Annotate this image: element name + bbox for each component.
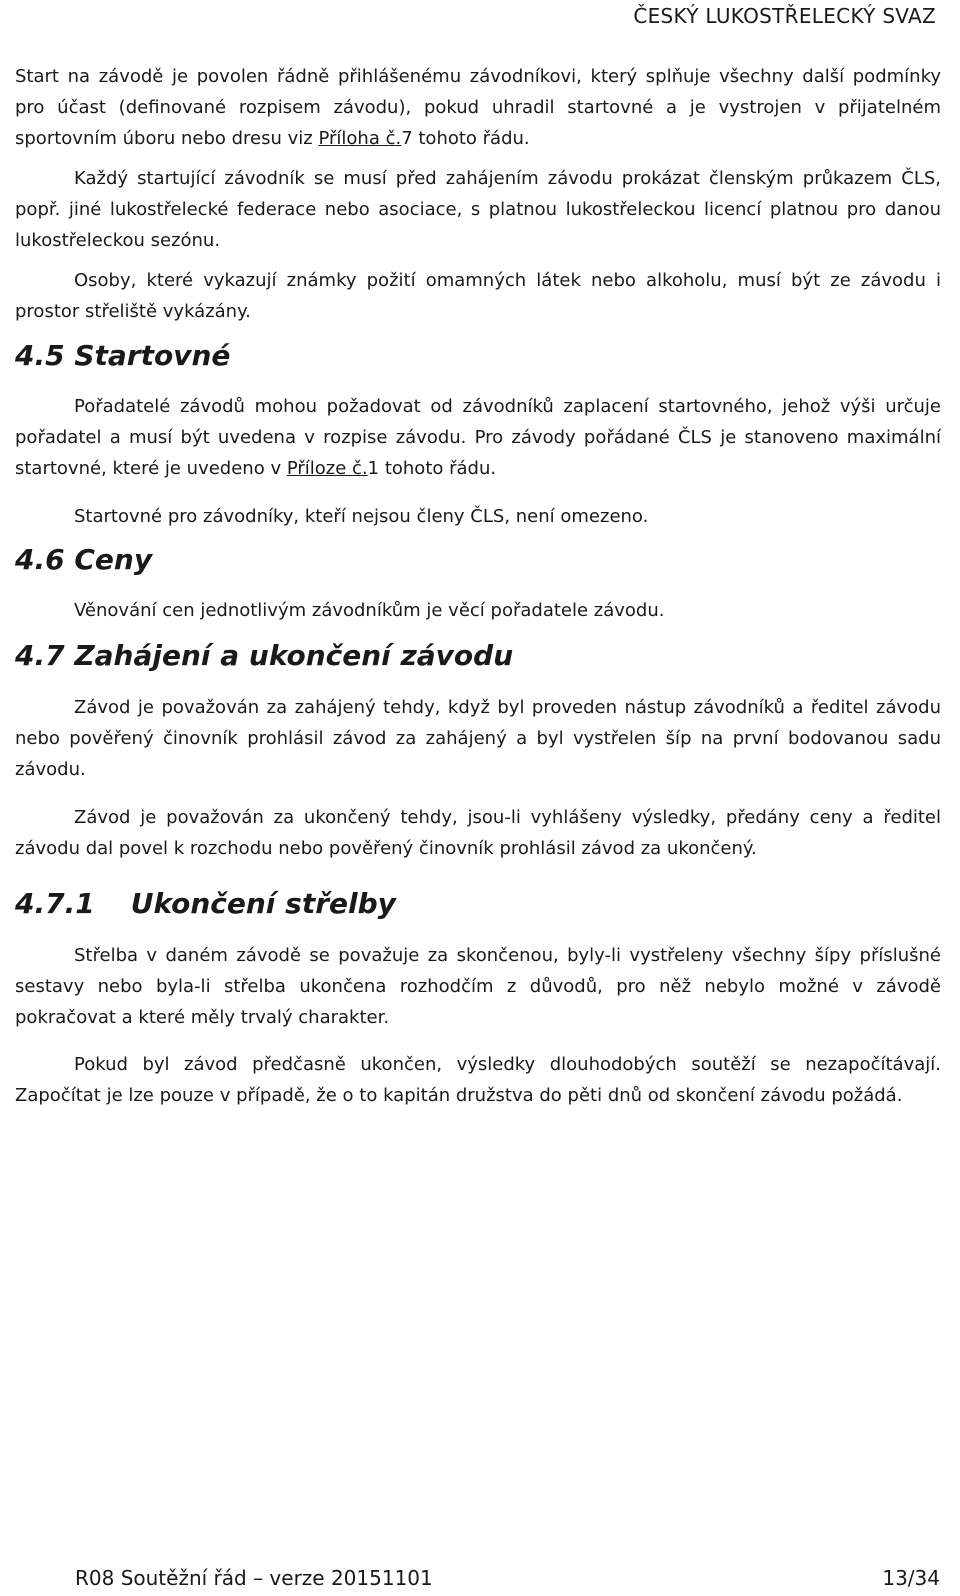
section-4-6-paragraph-1: Věnování cen jednotlivým závodníkům je věcí pořadatele závodu.	[74, 600, 665, 621]
section-title: Zahájení a ukončení závodu	[74, 639, 514, 672]
section-number: 4.7.1	[15, 887, 95, 920]
section-title: Startovné	[74, 339, 231, 372]
intro-p1-tail: 7 tohoto řádu.	[401, 128, 530, 149]
section-4-7-1-heading	[15, 884, 941, 924]
page-footer	[75, 1566, 940, 1590]
section-number: 4.7	[15, 639, 65, 672]
intro-paragraph-2: Každý startující závodník se musí před zahájením závodu prokázat členským průkazem ČLS, popř. jiné lukostřelecké federace nebo asociace, s platnou lukostřeleckou licencí platnou pro danou lukostřeleckou sezónu.	[15, 168, 941, 251]
section-4-7-paragraph-1: Závod je považován za zahájený tehdy, když byl proveden nástup závodníků a ředitel závodu nebo pověřený činovník prohlásil závod za zahájený a byl vystřelen šíp na první bodovanou sadu závodu.	[15, 697, 941, 780]
section-4-7-1-paragraph-2: Pokud byl závod předčasně ukončen, výsledky dlouhodobých soutěží se nezapočítávají. Započítat je lze pouze v případě, že o to kapitán družstva do pěti dnů od skončení závodu požádá.	[15, 1054, 941, 1106]
section-number: 4.5	[15, 339, 65, 372]
intro-paragraph-3: Osoby, které vykazují známky požití omamných látek nebo alkoholu, musí být ze závodu i prostor střeliště vykázány.	[15, 270, 941, 322]
appendix-1-link[interactable]: Příloze č.	[286, 458, 368, 479]
section-title: Ukončení střelby	[130, 887, 396, 920]
intro-p1-text: Start na závodě je povolen řádně přihlášenému závodníkovi, který splňuje všechny další podmínky pro účast (definované rozpisem závodu), pokud uhradil startovné a je vystrojen v přijatelném sportovním úboru nebo dresu viz	[15, 66, 941, 149]
section-4-7-1-paragraph-1: Střelba v daném závodě se považuje za skončenou, byly-li vystřeleny všechny šípy příslušné sestavy nebo byla-li střelba ukončena rozhodčím z důvodů, pro něž nebylo možné v závodě pokračovat a které měly trvalý charakter.	[15, 945, 941, 1028]
fee-text: Pořadatelé závodů mohou požadovat od závodníků zaplacení startovného, jehož výši určuje pořadatel a musí být uvedena v rozpise závodu. Pro závody pořádané ČLS je stanoveno maximální startovné, které je uvedeno v	[15, 396, 941, 479]
section-4-6-heading	[15, 540, 941, 580]
page-header: ČESKÝ LUKOSTŘELECKÝ SVAZ	[633, 4, 936, 28]
section-4-7-paragraph-2: Závod je považován za ukončený tehdy, jsou-li vyhlášeny výsledky, předány ceny a ředitel závodu dal povel k rozchodu nebo pověřený činovník prohlásil závod za ukončený.	[15, 807, 941, 859]
footer-document-name: R08 Soutěžní řád – verze 20151101	[75, 1566, 433, 1590]
document-body	[15, 61, 941, 1111]
section-4-5-heading	[15, 336, 941, 376]
fee-text-tail: 1 tohoto řádu.	[367, 458, 497, 479]
section-4-5-paragraph-1	[15, 391, 941, 484]
appendix-7-link[interactable]: Příloha č.	[318, 128, 402, 149]
section-4-5-paragraph-2: Startovné pro závodníky, kteří nejsou členy ČLS, není omezeno.	[74, 506, 649, 527]
section-title: Ceny	[74, 543, 153, 576]
section-number: 4.6	[15, 543, 65, 576]
section-4-7-heading	[15, 636, 941, 676]
intro-paragraph-1	[15, 61, 941, 154]
footer-page-number: 13/34	[882, 1566, 940, 1590]
